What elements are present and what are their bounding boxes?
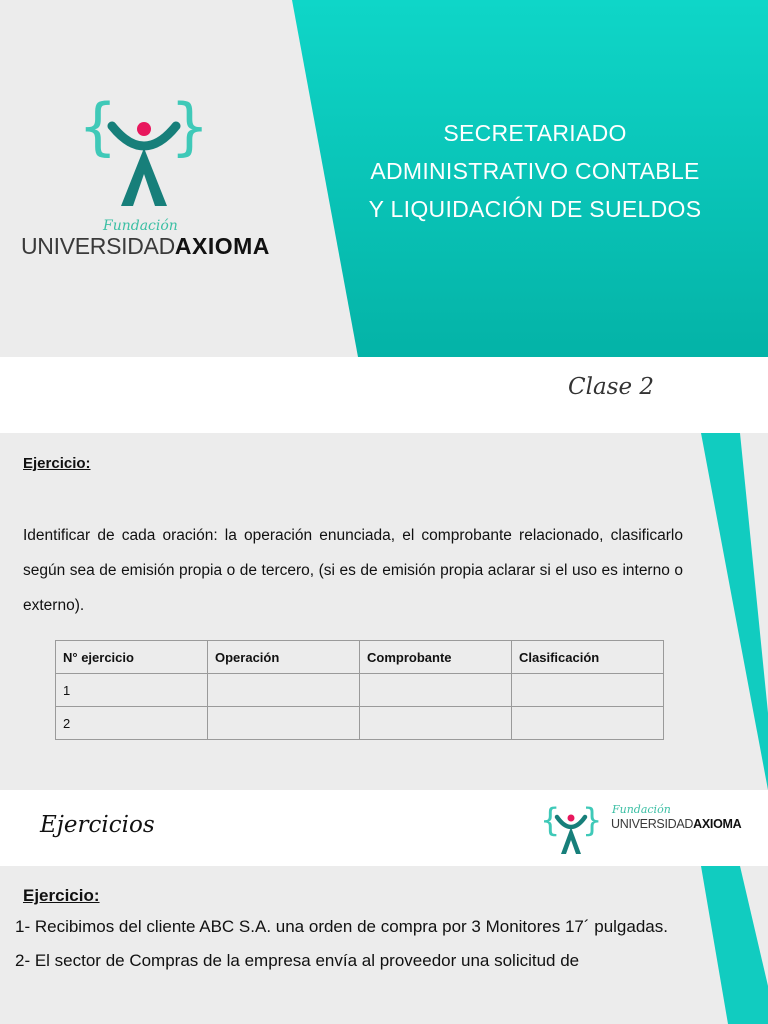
table-cell [512,674,664,707]
table-header-row [56,641,664,674]
exercise-list-slide [0,866,768,1024]
logo-fundacion-text: Fundación [103,218,178,234]
table-cell [360,674,512,707]
table-cell [208,674,360,707]
logo-wordmark [21,233,270,260]
table-header-cell: Operación [208,641,360,674]
ejercicios-label: Ejercicios [40,812,155,838]
course-title-line: Y LIQUIDACIÓN DE SUELDOS [368,196,702,222]
svg-text:{: { [78,90,118,163]
table-row [56,674,664,707]
table-cell [512,707,664,740]
exercise-item: 1- Recibimos del cliente ABC S.A. una orden de compra por 3 Monitores 17´ pulgadas. [15,917,668,936]
course-title-line: SECRETARIADO [443,120,627,146]
logo-word-bold: AXIOMA [174,233,270,259]
exercise-instructions: Identificar de cada oración: la operación enunciada, el comprobante relacionado, clasificarlo según sea de emisión propia o de tercero, (si es de emisión propia aclarar si el uso es interno o externo). [23,527,683,614]
table-cell [360,707,512,740]
course-title-line: ADMINISTRATIVO CONTABLE [370,158,700,184]
svg-text:}: } [170,90,210,163]
logo-small-word-regular: UNIVERSIDAD [611,817,694,831]
exercise-slide [0,433,768,790]
table-cell: 2 [56,707,208,740]
table-row [56,707,664,740]
exercise-item: 2- El sector de Compras de la empresa envía al proveedor una solicitud de [15,951,580,970]
clase-label: Clase 2 [568,374,655,400]
table-cell: 1 [56,674,208,707]
logo-word-regular: UNIVERSIDAD [21,233,175,259]
logo-small-word-bold: AXIOMA [693,817,742,831]
logo-small-fundacion-text: Fundación [612,803,671,816]
svg-text:}: } [582,801,603,839]
table-header-cell: N° ejercicio [56,641,208,674]
title-slide [0,0,768,357]
operations-table [55,640,664,740]
svg-text:{: { [540,801,561,839]
exercise-list [15,910,698,978]
exercise-heading: Ejercicio: [23,455,91,472]
table-header-cell: Clasificación [512,641,664,674]
axioma-logo-mark-small [540,797,603,857]
course-title [330,114,740,228]
table-header-cell: Comprobante [360,641,512,674]
exercise-list-heading: Ejercicio: [23,886,100,905]
table-cell [208,707,360,740]
logo-small-wordmark [611,817,741,831]
